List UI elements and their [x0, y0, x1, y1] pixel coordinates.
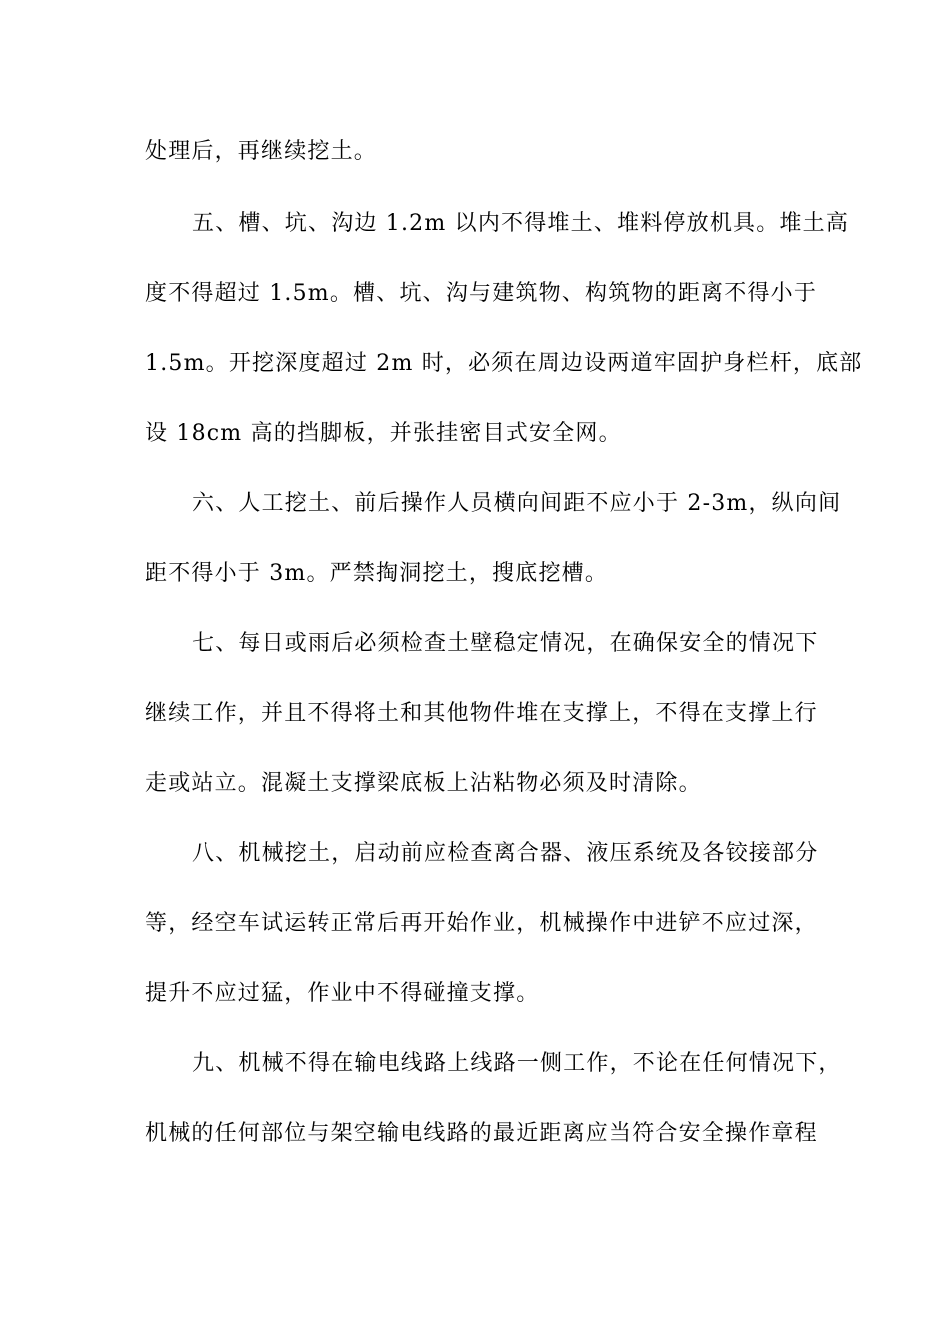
paragraph-line: 继续工作，并且不得将土和其他物件堆在支撑上，不得在支撑上行 [145, 701, 818, 726]
paragraph-line: 六、人工挖土、前后操作人员横向间距不应小于 2-3m，纵向间 [192, 491, 842, 516]
paragraph-line: 机械的任何部位与架空输电线路的最近距离应当符合安全操作章程 [145, 1121, 818, 1146]
paragraph-line: 提升不应过猛，作业中不得碰撞支撑。 [145, 981, 540, 1006]
paragraph-line: 度不得超过 1.5m。槽、坑、沟与建筑物、构筑物的距离不得小于 [145, 281, 818, 306]
paragraph-line: 设 18cm 高的挡脚板，并张挂密目式安全网。 [145, 421, 622, 446]
paragraph-line: 1.5m。开挖深度超过 2m 时，必须在周边设两道牢固护身栏杆，底部 [145, 351, 863, 376]
paragraph-line: 处理后，再继续挖土。 [145, 139, 378, 164]
paragraph-line: 九、机械不得在输电线路上线路一侧工作，不论在任何情况下， [192, 1051, 842, 1076]
paragraph-line: 距不得小于 3m。严禁掏洞挖土，搜底挖槽。 [145, 561, 609, 586]
paragraph-line: 等，经空车试运转正常后再开始作业，机械操作中进铲不应过深， [145, 911, 818, 936]
paragraph-line: 五、槽、坑、沟边 1.2m 以内不得堆土、堆料停放机具。堆土高 [192, 211, 850, 236]
paragraph-line: 八、机械挖土，启动前应检查离合器、液压系统及各铰接部分 [192, 841, 819, 866]
paragraph-line: 走或站立。混凝土支撑梁底板上沾粘物必须及时清除。 [145, 771, 702, 796]
paragraph-line: 七、每日或雨后必须检查土壁稳定情况，在确保安全的情况下 [192, 631, 819, 656]
